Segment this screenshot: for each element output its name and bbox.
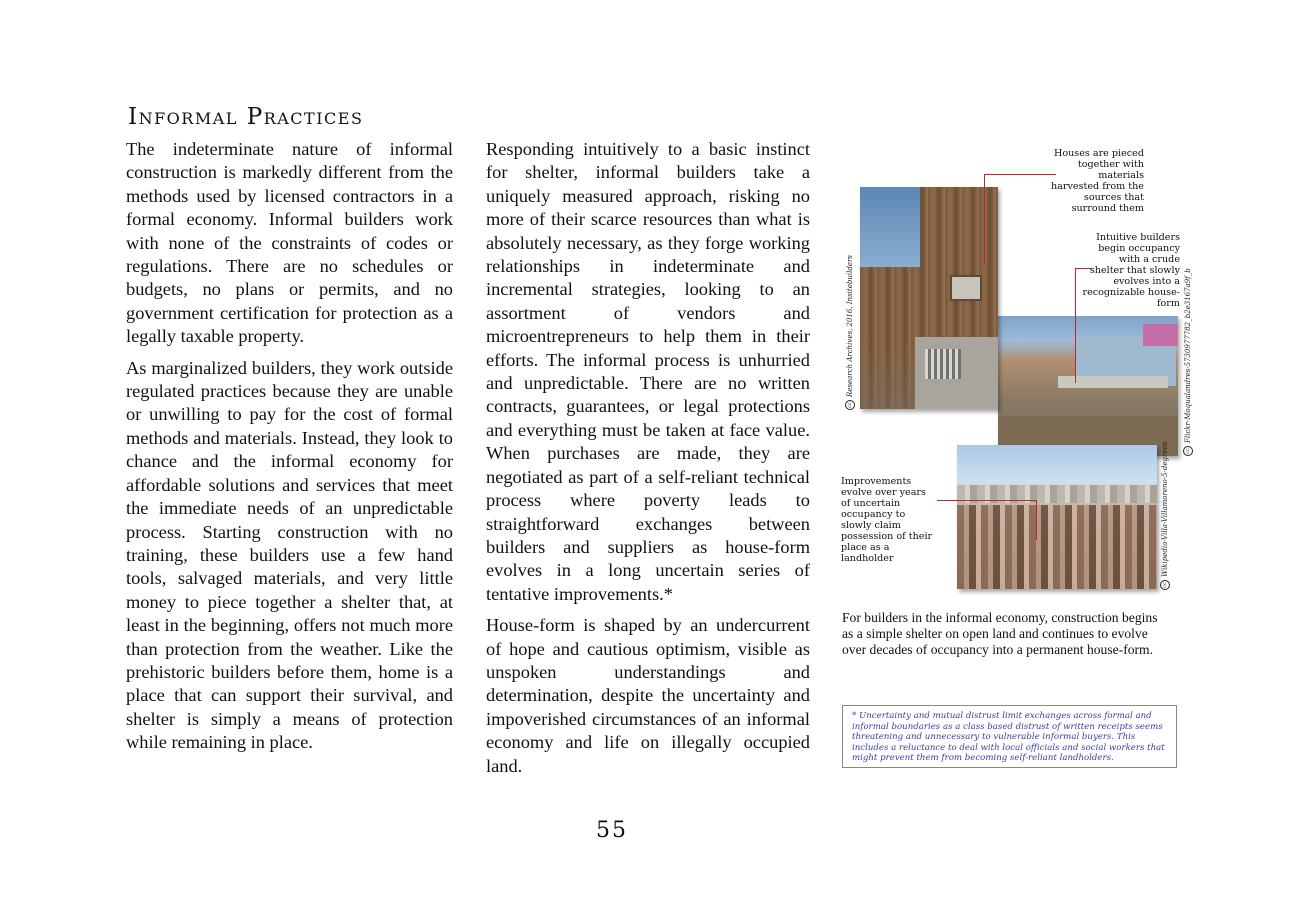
photo-credit: ccFlickr-Moqualandres-5730977782_b2e3167a9f_b [1183,268,1193,456]
annotation-crude-shelter: Intuitive builders begin occupancy with a crude shelter that slowly evolves into a recognizable house-form [1082,232,1180,309]
photo-crude-shelter [998,316,1178,456]
annotation-materials: Houses are pieced together with materials harvested from the sources that surround them [1050,148,1144,214]
cc-icon: cc [1183,446,1193,456]
photo-credit: ccWikipedia-Villa-Villamoreno-5-degrees [1160,442,1170,590]
paragraph: As marginalized builders, they work outside regulated practices because they are unable or unwilling to pay for the cost of formal methods and materials. Instead, they look to chance and the informal economy for affordable solutions and services that meet the immediate needs of an unpredictable process. Starting construction with no training, these builders use a few hand tools, salvaged materials, and very little money to piece together a shelter that, at least in the beginning, offers not much more than protection from the weather. Like the prehistoric builders before them, home is a place that can support their survival, and shelter is simply a means of protection while remaining in place. [126,357,453,753]
section-heading: Informal Practices [128,104,364,130]
paragraph: The indeterminate nature of informal construction is markedly different from the methods used by licensed contractors in a formal economy. Informal builders work with none of the constraints of codes or regulations. There are no schedules or budgets, no plans or permits, and no government certification for protection as a legally taxable property. [126,139,453,347]
photo-informal-settlement [957,445,1157,589]
annotation-improvements: Improvements evolve over years of uncertain occupancy to slowly claim possession of their place as a landholder [841,476,933,564]
leader-line [937,500,1037,501]
leader-line [1075,268,1076,383]
page-number: 55 [596,818,628,843]
cc-icon: cc [845,400,855,410]
leader-line [984,174,1056,175]
photo-salvaged-materials-house [860,187,998,409]
paragraph: Responding intuitively to a basic instinct for shelter, informal builders take a uniquely measured approach, risking no more of their scarce resources than what is absolutely necessary, as they forge working relationships in indeterminate and incremental strategies, looking to an assortment of vendors and microentrepreneurs to help them in their efforts. The informal process is unhurried and unpredictable. There are no written contracts, guarantees, or legal protections and everything must be taken at face value. When purchases are made, they are negotiated as part of a self-reliant technical process where poverty leads to straightforward exchanges between builders and suppliers as house-form evolves in a long uncertain series of tentative improvements.* [486,139,810,604]
footnote-box: * Uncertainty and mutual distrust limit exchanges across formal and informal boundaries as a class based distrust of written receipts seems threatening and unnecessary to vulnerable informal buyers. This includes a reluctance to deal with local officials and social workers that might prevent them from becoming self-reliant landholders. [842,705,1177,768]
leader-line [984,174,985,264]
photo-credit: ccResearch Archives, 2016, Insitebuilders [845,255,855,410]
text-column-left [126,138,453,763]
leader-line [1036,500,1037,540]
figure-caption: For builders in the informal economy, construction begins as a simple shelter on open land and continues to evolve over decades of occupancy into a permanent house-form. [842,610,1158,657]
paragraph: House-form is shaped by an undercurrent of hope and cautious optimism, visible as unspoken understandings and determination, despite the uncertainty and impoverished circumstances of an informal economy and life on illegally occupied land. [486,615,810,776]
cc-icon: cc [1160,580,1170,590]
text-column-middle [486,138,810,786]
